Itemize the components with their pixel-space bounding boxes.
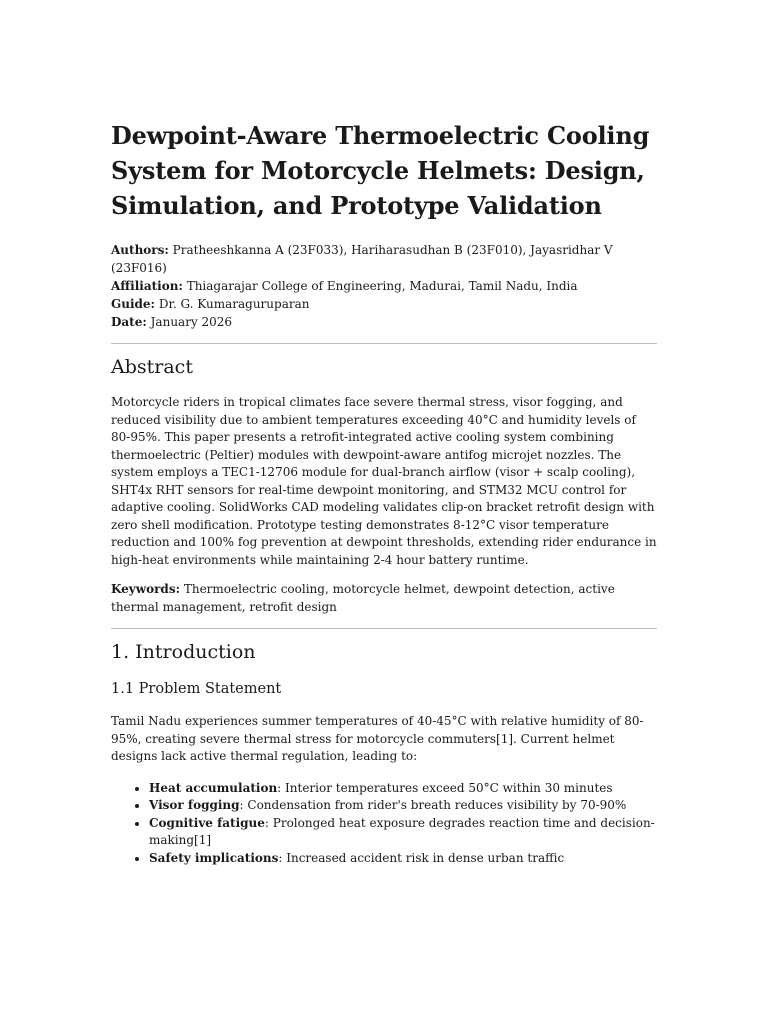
introduction-paragraph: Tamil Nadu experiences summer temperatures of 40-45°C with relative humidity of 80-95%, creating severe thermal stress for motorcycle commuters[1]. Current helmet designs lack active thermal regulation, leading to: <box>111 714 644 763</box>
affiliation-value: Thiagarajar College of Engineering, Madurai, Tamil Nadu, India <box>186 279 578 293</box>
list-item-text: : Increased accident risk in dense urban traffic <box>278 850 565 865</box>
list-item-label: Heat accumulation <box>149 780 278 795</box>
list-item <box>149 797 657 815</box>
list-item-text: : Interior temperatures exceed 50°C within 30 minutes <box>277 780 613 795</box>
list-item-label: Cognitive fatigue <box>149 815 265 830</box>
guide-line <box>111 295 657 313</box>
introduction-heading: 1. Introduction <box>111 641 256 663</box>
keywords-label: Keywords: <box>111 582 181 596</box>
date-value: January 2026 <box>150 315 233 329</box>
list-item-label: Safety implications <box>149 850 279 865</box>
list-item <box>149 815 657 850</box>
abstract-heading: Abstract <box>111 356 193 378</box>
list-item-label: Visor fogging <box>149 798 240 812</box>
keywords-line <box>111 581 657 616</box>
abstract-text: Motorcycle riders in tropical climates face severe thermal stress, visor fogging, and reduced visibility due to ambient temperatures exceeding 40°C and humidity levels of 80-95%. This paper presents a retrofit-integrated active cooling system combining thermoelectric (Peltier) modules with dewpoint-aware antifog microjet nozzles. The system employs a TEC1-12706 module for dual-branch airflow (visor + scalp cooling), SHT4x RHT sensors for real-time dewpoint monitoring, and STM32 MCU control for adaptive cooling. SolidWorks CAD modeling validates clip-on bracket retrofit design with zero shell modification. Prototype testing demonstrates 8-12°C visor temperature reduction and 100% fog prevention at dewpoint thresholds, extending rider endurance in high-heat environments while maintaining 2-4 hour battery runtime. <box>111 395 657 567</box>
authors-label: Authors: <box>111 243 169 257</box>
authors-line <box>111 241 657 277</box>
guide-label: Guide: <box>111 297 155 311</box>
paper-title: Dewpoint-Aware Thermoelectric Cooling System for Motorcycle Helmets: Design, Simulation, and Prototype Validation <box>111 121 650 220</box>
keywords-value: Thermoelectric cooling, motorcycle helmet, dewpoint detection, active thermal management, retrofit design <box>111 582 615 614</box>
list-item-text: : Prolonged heat exposure degrades reaction time and decision-making[1] <box>149 815 655 847</box>
guide-value: Dr. G. Kumaraguruparan <box>158 297 310 311</box>
list-item-text: : Condensation from rider's breath reduces visibility by 70-90% <box>239 798 627 812</box>
affiliation-label: Affiliation: <box>111 279 183 293</box>
date-line <box>111 313 657 331</box>
authors-value: Pratheeshkanna A (23F033), Hariharasudhan B (23F010), Jayasridhar V (23F016) <box>111 243 613 275</box>
affiliation-line <box>111 277 657 295</box>
list-item <box>149 780 657 798</box>
issue-list <box>111 780 657 868</box>
date-label: Date: <box>111 315 147 329</box>
author-block <box>111 241 657 331</box>
list-item <box>149 850 657 868</box>
problem-statement-heading: 1.1 Problem Statement <box>111 681 282 697</box>
section-divider <box>111 343 657 344</box>
section-divider <box>111 628 657 629</box>
